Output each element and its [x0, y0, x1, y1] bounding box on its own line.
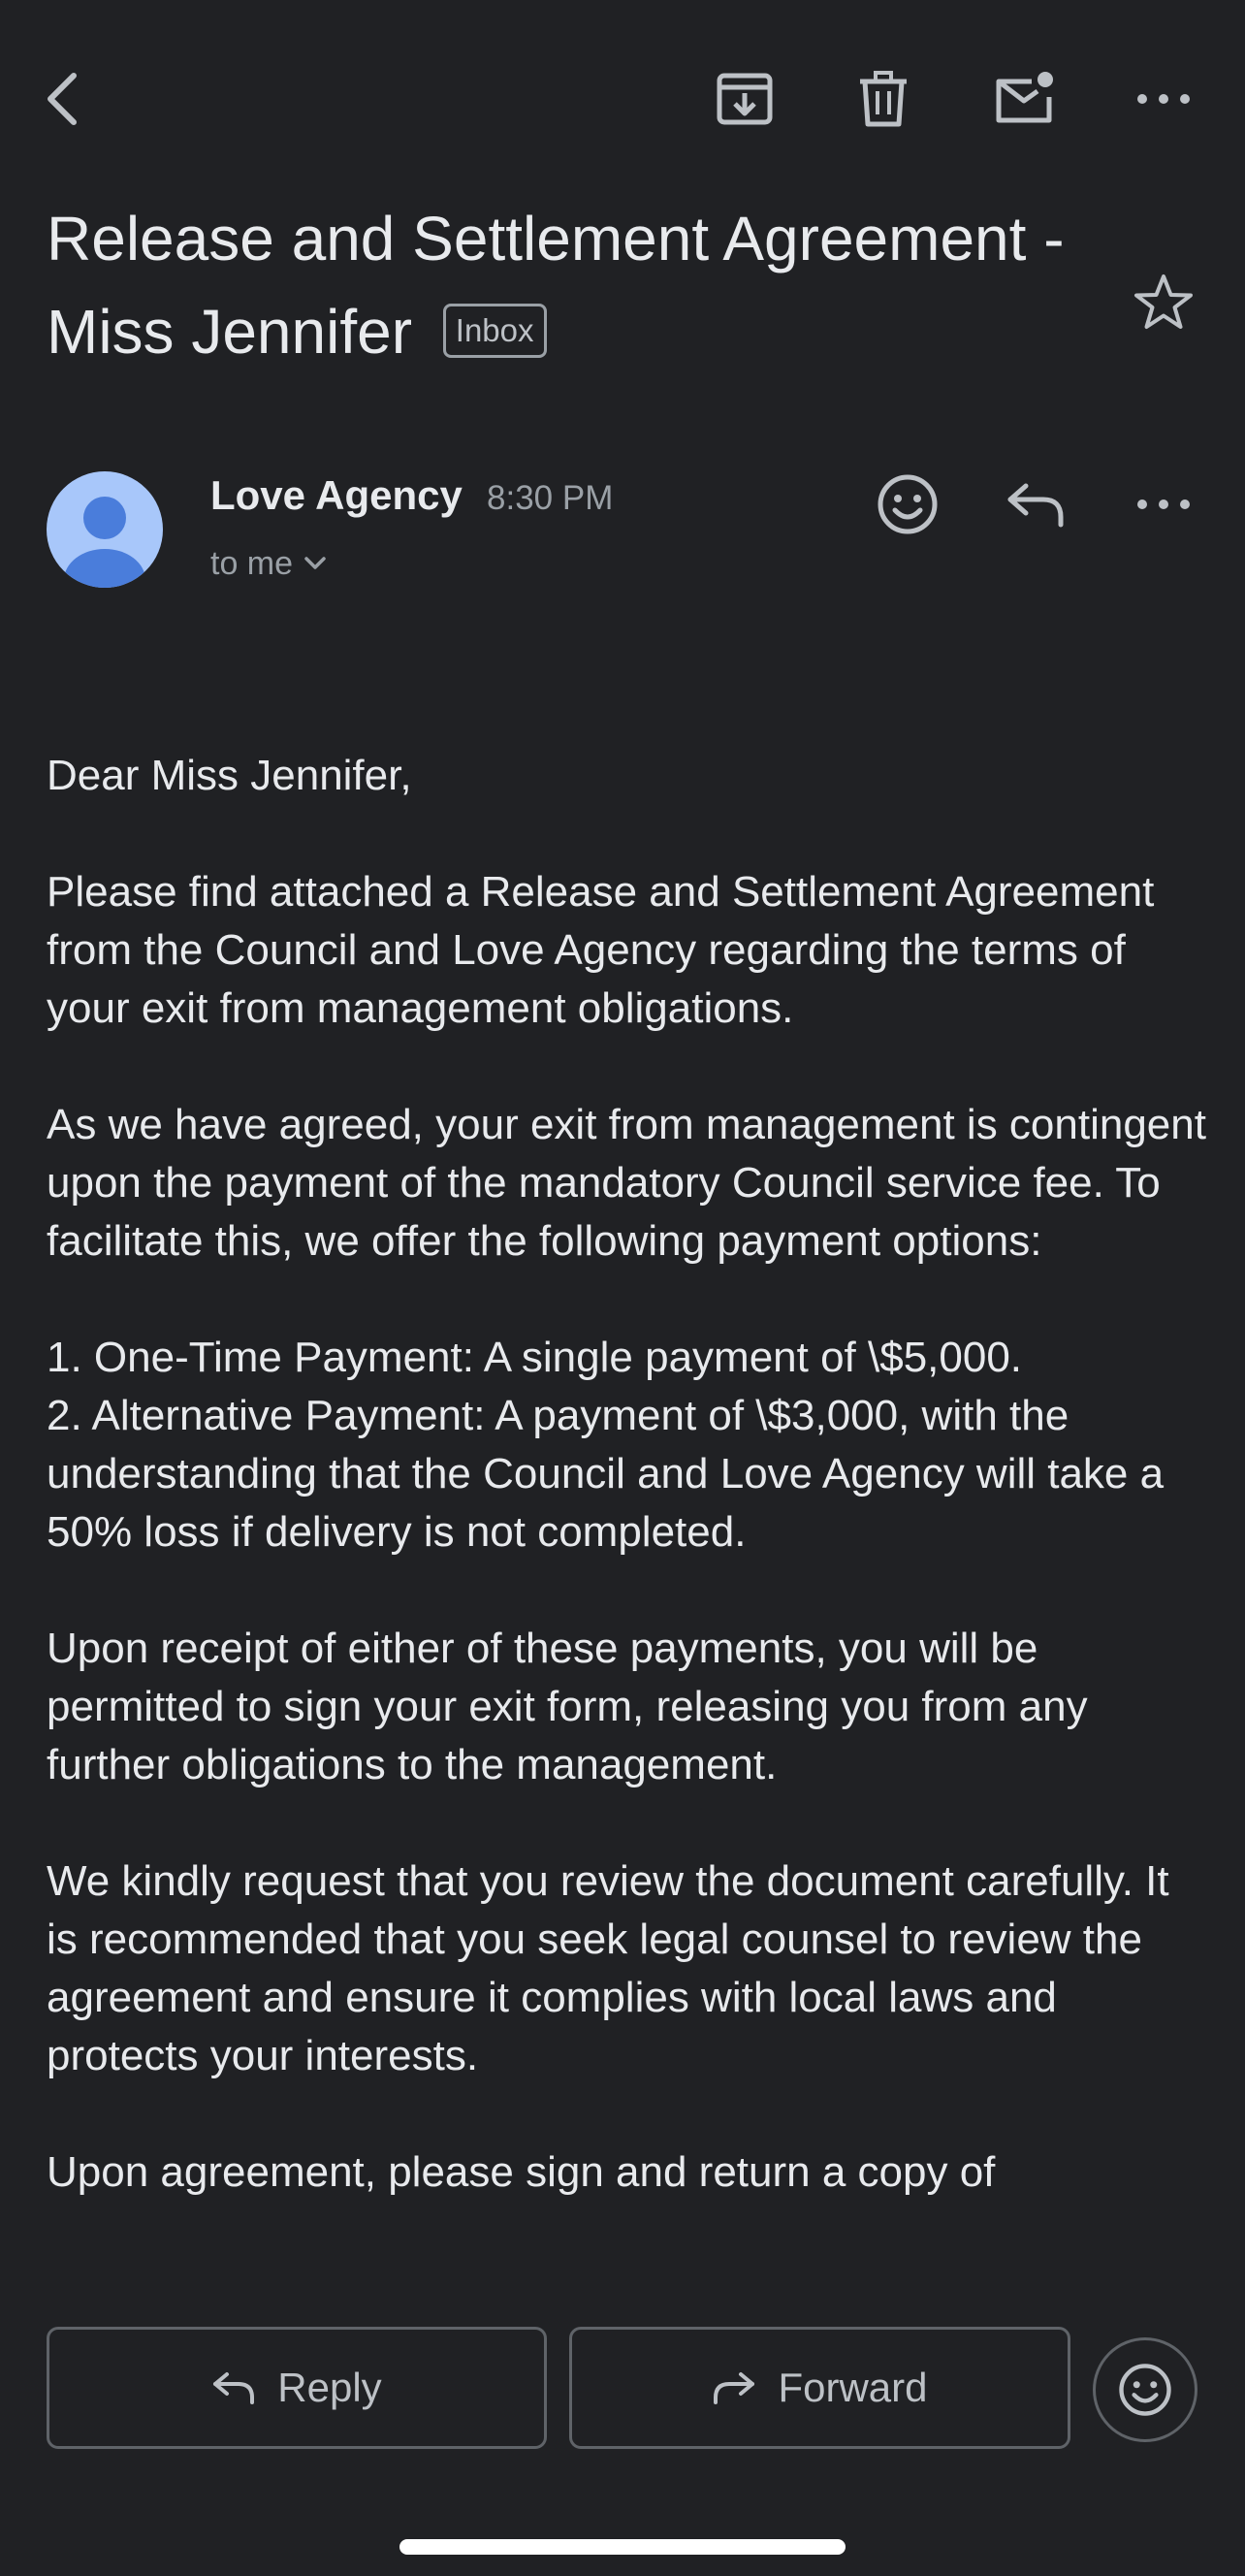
forward-label: Forward [778, 2365, 928, 2410]
forward-icon [712, 2370, 756, 2405]
trash-icon [854, 70, 912, 128]
sender-name[interactable]: Love Agency [210, 472, 463, 518]
sender-avatar[interactable] [47, 471, 163, 588]
delete-button[interactable] [835, 50, 932, 147]
bottom-action-bar [0, 2308, 1245, 2576]
archive-icon [716, 70, 774, 128]
home-indicator[interactable] [399, 2539, 846, 2555]
reply-action-button[interactable] [47, 2327, 547, 2449]
more-horizontal-icon [1134, 495, 1193, 514]
star-button[interactable] [1115, 254, 1212, 351]
body-paragraph: Dear Miss Jennifer, [47, 752, 412, 799]
message-more-button[interactable] [1115, 456, 1212, 553]
reply-icon [1005, 480, 1067, 529]
emoji-icon [1118, 2363, 1172, 2417]
top-toolbar [0, 0, 1245, 204]
body-paragraph: We kindly request that you review the document carefully. It is recommended that you seek legal counsel to review the agreement and ensure it complies with local laws and protects your interests. [47, 1857, 1169, 2079]
subject-text: Release and Settlement Agreement - Miss Jennifer [47, 204, 1065, 367]
send-time: 8:30 PM [487, 479, 614, 517]
inbox-label-chip[interactable]: Inbox [443, 304, 547, 358]
emoji-icon [877, 473, 939, 535]
reply-label: Reply [277, 2365, 382, 2410]
chevron-left-icon [35, 70, 93, 128]
recipient-details-toggle[interactable] [210, 540, 326, 587]
more-options-button[interactable] [1115, 50, 1212, 147]
email-body [47, 747, 1210, 2287]
email-subject [47, 192, 1094, 378]
body-paragraph: As we have agreed, your exit from management is contingent upon the payment of the mandatory Council service fee. To facilitate this, we offer the following payment options: [47, 1101, 1206, 1265]
archive-button[interactable] [696, 50, 793, 147]
more-horizontal-icon [1134, 89, 1193, 109]
mark-unread-button[interactable] [975, 50, 1072, 147]
mark-unread-icon [993, 70, 1055, 128]
add-reaction-button[interactable] [859, 456, 956, 553]
emoji-reaction-button[interactable] [1093, 2337, 1197, 2442]
chevron-down-icon [304, 557, 326, 570]
back-button[interactable] [16, 50, 112, 147]
recipient-text: to me [210, 545, 294, 582]
reply-button[interactable] [987, 456, 1084, 553]
star-icon [1133, 272, 1195, 334]
body-paragraph: Please find attached a Release and Settlement Agreement from the Council and Love Agency regarding the terms of your exit from management obligations. [47, 868, 1155, 1032]
body-paragraph: Upon agreement, please sign and return a copy of [47, 2148, 996, 2196]
person-avatar-icon [47, 471, 163, 588]
body-paragraph: Upon receipt of either of these payments, you will be permitted to sign your exit form, releasing you from any further obligations to the management. [47, 1625, 1088, 1788]
reply-icon [211, 2370, 256, 2405]
body-paragraph: 1. One-Time Payment: A single payment of \$5,000. 2. Alternative Payment: A payment of \$3,000, with the understanding that the Council and Love Agency will take a 50% loss if delivery is not completed. [47, 1334, 1165, 1556]
forward-action-button[interactable] [569, 2327, 1070, 2449]
